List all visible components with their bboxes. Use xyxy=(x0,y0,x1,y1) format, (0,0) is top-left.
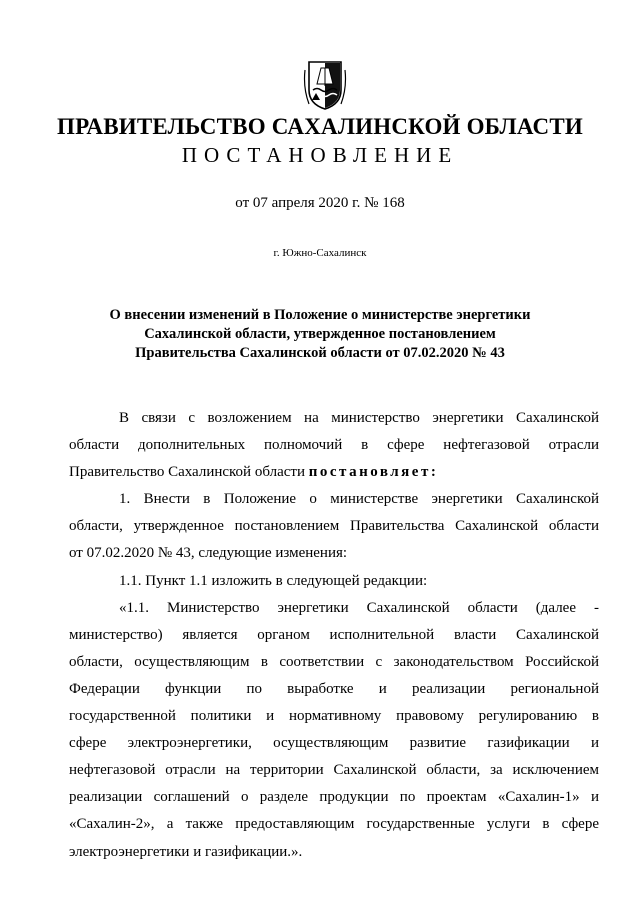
document-subject xyxy=(80,306,560,363)
quote-line: министерство) является органом исполнительной власти Сахалинской xyxy=(69,626,599,643)
quote-line: Федерации функции по выработке и реализации региональной xyxy=(69,680,599,697)
coat-of-arms-icon xyxy=(303,60,347,110)
quote-line: реализации соглашений о разделе продукции по проектам «Сахалин-1» и xyxy=(69,789,599,806)
document-body xyxy=(69,405,599,866)
quote-line: «1.1. Министерство энергетики Сахалинской области (далее - xyxy=(119,599,599,616)
subject-line: О внесении изменений в Положение о министерстве энергетики xyxy=(109,307,531,323)
body-line: В связи с возложением на министерство энергетики Сахалинской xyxy=(119,410,599,426)
subject-line: Сахалинской области, утвержденное постановлением xyxy=(144,326,496,342)
document-date-number: от 07 апреля 2020 г. № 168 xyxy=(235,195,405,211)
document-city: г. Южно-Сахалинск xyxy=(273,247,367,259)
preamble-end: Правительство Сахалинской области xyxy=(69,464,309,481)
document-type: ПОСТАНОВЛЕНИЕ xyxy=(181,143,459,167)
quote-line: государственной политики и нормативному правовому регулированию в xyxy=(69,708,599,725)
quote-line: «Сахалин-2», а также предоставляющим государственные услуги в сфере xyxy=(69,816,599,833)
body-line: области дополнительных полномочий в сфере нефтегазовой отрасли xyxy=(69,437,599,454)
quote-line: электроэнергетики и газификации.». xyxy=(69,843,303,860)
subject-line: Правительства Сахалинской области от 07.02.2020 № 43 xyxy=(135,345,505,361)
body-line: 1.1. Пункт 1.1 изложить в следующей редакции: xyxy=(119,572,428,589)
body-line: 1. Внести в Положение о министерстве энергетики Сахалинской xyxy=(119,491,599,508)
government-title: ПРАВИТЕЛЬСТВО САХАЛИНСКОЙ ОБЛАСТИ xyxy=(57,114,583,139)
body-line: от 07.02.2020 № 43, следующие изменения: xyxy=(69,545,348,562)
quote-line: области, осуществляющим в соответствии с законодательством Российской xyxy=(69,653,599,670)
body-line: области, утвержденное постановлением Правительства Сахалинской области xyxy=(69,518,599,535)
body-line xyxy=(69,459,599,486)
quote-line: нефтегазовой отрасли на территории Сахалинской области, за исключением xyxy=(69,762,599,779)
quote-line: сфере электроэнергетики, осуществляющим развитие газификации и xyxy=(69,735,599,752)
decree-word: постановляет: xyxy=(308,464,439,481)
